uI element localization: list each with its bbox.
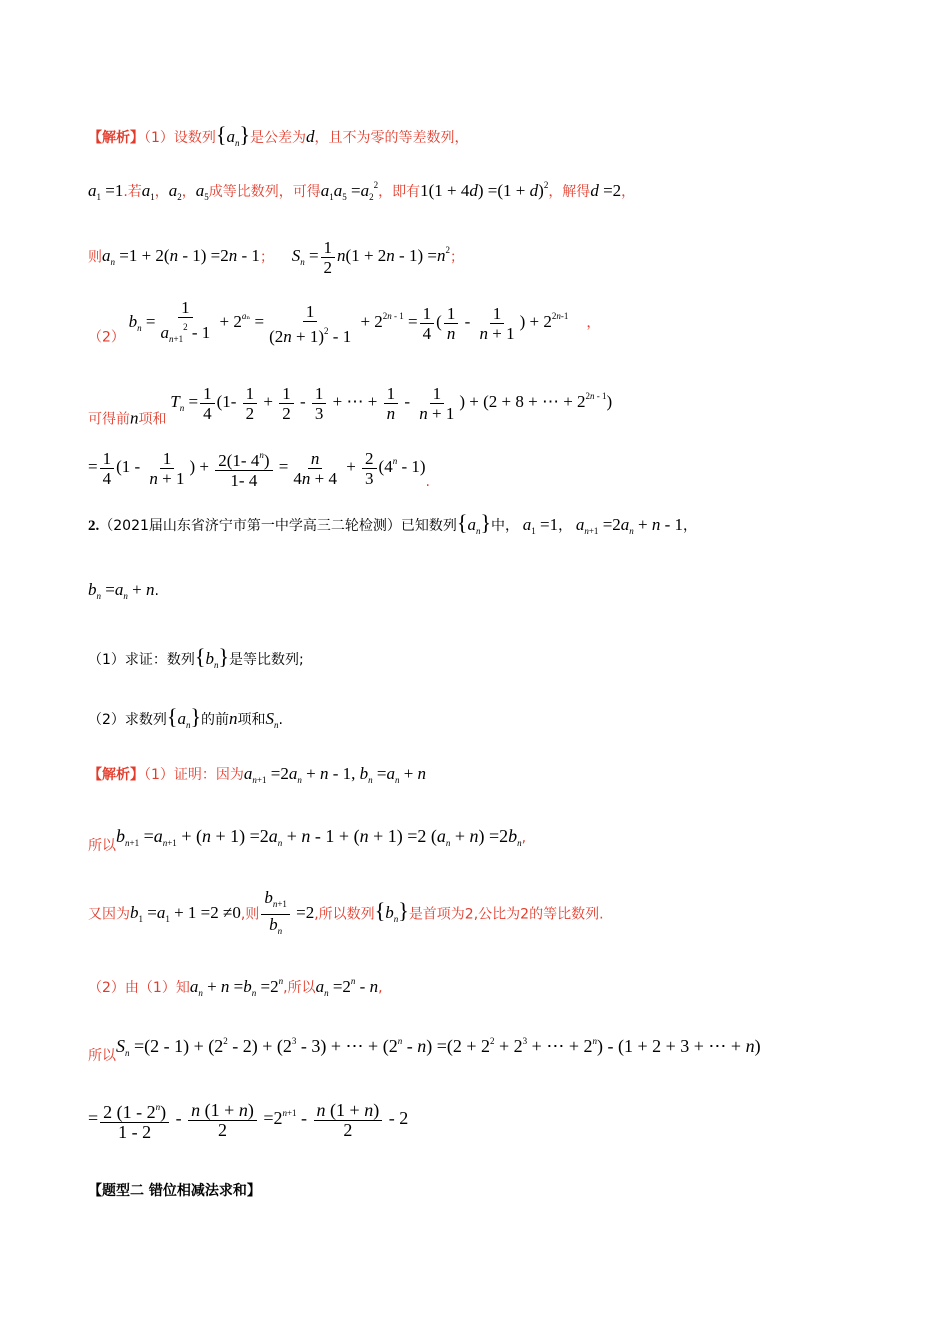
section-heading — [88, 1180, 261, 1200]
q1-solution-line-1 — [88, 122, 469, 148]
math-expr: $\{b_n\}$ — [374, 898, 409, 925]
math-expr: $a_2$ — [168, 181, 182, 202]
solution-text: （2） — [88, 329, 125, 346]
question-number: 2. — [88, 518, 100, 534]
solution-text: ,所以数列 — [314, 906, 375, 923]
math-expr: $\frac{b_{n+1}}{b_n}$ =2 — [259, 903, 314, 922]
question-text: 是等比数列; — [229, 652, 304, 668]
section-title: 【题型二 错位相减法求和】 — [88, 1183, 261, 1199]
math-expr: $a_5$ — [195, 181, 209, 202]
solution-text: ，解得 — [548, 184, 591, 200]
solution-text: （1）证明：因为 — [144, 767, 244, 783]
math-expr: $b_n$ = $\frac{1}{a_{n+1}^2 - 1}$ + $2^{a_n}$ = $\frac{1}{(2n + 1)^2 - 1}$ + $2^{2n - 1}$ = $\frac{1}{4}$ ( $\frac{1}{n}$ - $\frac{1}{n + 1}$ ) + $2^{2n-1}$ — [128, 298, 569, 346]
solution-text: （1）设数列 — [144, 130, 216, 146]
solution-text: ，且不为零的等差数列， — [314, 130, 469, 146]
solution-text: （2）由（1）知 — [88, 980, 190, 996]
math-expr: $S_n$ = $\frac{1}{2}$ $n(1 + 2n - 1) =n^2$ — [291, 238, 450, 277]
question-text: （1）求证：数列 — [88, 652, 195, 668]
math-expr: $\{b_n\}$ — [194, 644, 230, 670]
math-expr: n — [229, 709, 238, 728]
solution-text: . — [425, 473, 430, 490]
solution-text: 项和 — [138, 411, 167, 428]
solution-label: 【解析】 — [88, 130, 144, 146]
solution-text: .若 — [123, 184, 142, 200]
q2-solution-line-2: 所以$b_{n+1} =a_{n+1} + (n + 1) =2a_n + n - 1 + (n + 1) =2$ $(a_n + n) =2b_n$, — [88, 826, 527, 854]
q2-statement-line-2: $b_n =a_n + n$. — [88, 580, 159, 601]
solution-label: 【解析】 — [88, 767, 144, 783]
math-expr: $a_n =2^n - n$ — [315, 976, 379, 998]
solution-text: 又因为 — [88, 906, 130, 923]
math-expr: $T_n$ = $\frac{1}{4}$ (1- $\frac{1}{2}$ + $\frac{1}{2}$ - $\frac{1}{3}$ + ⋯ + $\frac{1}{n}$ - $\frac{1}{n + 1}$ ) + (2 + 8 + ⋯ + $2^{2n - 1}$) — [170, 384, 613, 423]
q2-part-1 — [88, 644, 304, 670]
q2-solution-line-4: （2）由（1）知$a_n + n =b_n =2^n$,所以$a_n =2^n - n$, — [88, 976, 383, 998]
math-expr: $S_n =(2 - 1) + (2^2 - 2) + (2^3 - 3)$ + ⋯ + $(2^n - n) =(2 + 2^2 + 2^3$ + ⋯ + $2^n) - (1 + 2 + 3$ + ⋯ + n) — [116, 1036, 761, 1058]
math-expr: $a_n + n =b_n =2^n$ — [189, 976, 284, 998]
math-expr: $a_1a_5 =a_2^2$ — [320, 180, 379, 202]
math-expr: n — [130, 408, 139, 428]
question-source: （2021届山东省济宁市第一中学高三二轮检测） — [99, 518, 401, 534]
math-expr: $a_1 =1$ — [522, 515, 559, 536]
math-expr: $b_1 =a_1 + 1 =2 \ne 0$ — [130, 903, 241, 925]
solution-text: 则 — [88, 249, 102, 266]
math-expr: = $\frac{2 (1 - 2^n)}{1 - 2}$ - $\frac{n (1 + n)}{2}$ $=2^{n+1}$ - $\frac{n (1 + n)}{2}$ - 2 — [88, 1099, 409, 1142]
solution-text: 所以 — [88, 838, 116, 854]
question-text: 项和 — [237, 712, 266, 728]
solution-text: 成等比数列，可得 — [208, 184, 321, 200]
question-text: （2）求数列 — [88, 712, 167, 728]
question-text: 的前 — [201, 712, 230, 728]
math-expr: $a_{n+1} =2a_n + n - 1$, $b_n =a_n + n$ — [243, 764, 427, 785]
math-expr: $1(1 + 4d) =(1 + d)^2$ — [420, 180, 549, 200]
q2-solution-line-3 — [88, 888, 604, 941]
q2-solution-line-6 — [88, 1098, 408, 1142]
solution-text: ，即有 — [378, 184, 421, 200]
math-expr: $a_1 =1$ — [88, 181, 124, 202]
solution-text: 是首项为2,公比为2的等比数列. — [408, 906, 604, 923]
q1-solution-line-6 — [88, 446, 430, 490]
math-expr: $a_n =1 + 2(n - 1) =2n - 1$ — [102, 246, 260, 268]
question-text: 中， — [491, 518, 520, 534]
solution-text: 所以 — [88, 1048, 116, 1064]
math-expr: $b_{n+1} =a_{n+1} + (n + 1) =2a_n + n - 1 + (n + 1) =2$ $(a_n + n) =2b_n$ — [116, 826, 522, 848]
math-expr: $\{a_n\}$ — [456, 510, 492, 536]
math-expr: $\{a_n\}$ — [166, 704, 202, 730]
q1-solution-line-4: （2） $b_n$ = $\frac{1}{a_{n+1}^2 - 1}$ + $2^{a_n}$ = $\frac{1}{(2n + 1)^2 - 1}$ + $2^{2n - 1}$ = $\frac{1}{4}$ ( $\frac{1}{n}$ - $\frac{1}{n + 1}$ ) + $2^{2n-1}$ ， — [88, 298, 601, 346]
q1-solution-line-5 — [88, 384, 612, 428]
question-text: . — [278, 712, 283, 728]
solution-text: ,则 — [240, 906, 260, 923]
math-expr: $a_1$ — [141, 181, 155, 202]
math-expr: $S_n$ — [265, 709, 279, 730]
math-expr: d — [306, 127, 315, 146]
math-expr: $b_n =a_n + n$ — [88, 580, 155, 601]
q1-solution-line-2: $a_1 =1$.若$a_1$，$a_2$，$a_5$成等比数列，可得$a_1a_5 =a_2^2$，即有$1(1 + 4d) =(1 + d)^2$，解得d =2， — [88, 180, 636, 202]
q2-part-2 — [88, 704, 283, 730]
q2-solution-line-1 — [88, 764, 426, 785]
math-expr: $a_{n+1} =2a_n + n - 1$ — [575, 515, 684, 536]
solution-text: 可得前 — [88, 411, 130, 428]
math-expr: d =2 — [590, 181, 622, 200]
q2-statement-line-1: 2.（2021届山东省济宁市第一中学高三二轮检测）已知数列$\{a_n\}$中， $a_1 =1$， $a_{n+1} =2a_n + n - 1$， — [88, 510, 698, 536]
math-expr: = $\frac{1}{4}$ (1 - $\frac{1}{n + 1}$ ) + $\frac{2(1- 4^n)}{1- 4}$ = $\frac{n}{4n + 4}$ + $\frac{2}{3}$ (4$^n$ - 1) — [88, 457, 426, 476]
question-text: 已知数列 — [400, 518, 457, 534]
solution-text: ,所以 — [283, 980, 316, 996]
q1-solution-line-3: 则$a_n =1 + 2(n - 1) =2n - 1$； $S_n$ = $\frac{1}{2}$ $n(1 + 2n - 1) =n^2$； — [88, 238, 464, 277]
q2-solution-line-5 — [88, 1036, 761, 1065]
solution-text: 是公差为 — [250, 130, 307, 146]
math-expr: $\{a_n\}$ — [215, 122, 251, 148]
